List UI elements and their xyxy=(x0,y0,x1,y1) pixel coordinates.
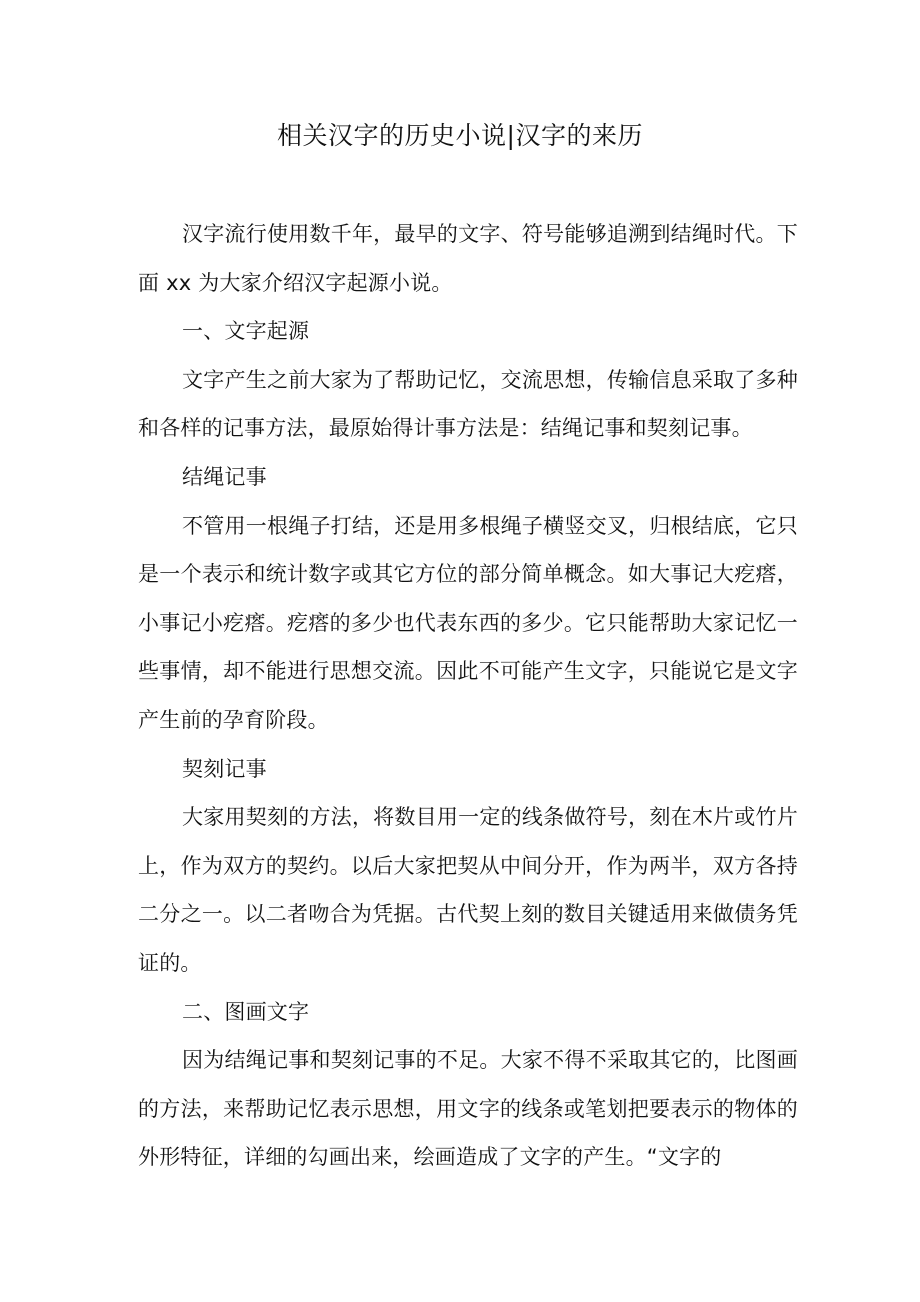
subheading-knot-records: 结绳记事 xyxy=(182,464,267,489)
subheading-carved-records: 契刻记事 xyxy=(182,756,267,781)
section-heading-pictographs: 二、图画文字 xyxy=(182,999,310,1024)
section-heading-writing-origin: 一、文字起源 xyxy=(182,319,310,344)
writing-origin-paragraph: 文字产生之前大家为了帮助记忆，交流思想，传输信息采取了多种和各样的记事方法，最原始得计事方法是：结绳记事和契刻记事。 xyxy=(138,367,798,441)
carved-records-paragraph: 大家用契刻的方法，将数目用一定的线条做符号，刻在木片或竹片上，作为双方的契约。以后大家把契从中间分开，作为两半，双方各持二分之一。以二者吻合为凭据。古代契上刻的数目关键适用来做债务凭证的。 xyxy=(138,805,798,975)
knot-records-paragraph: 不管用一根绳子打结，还是用多根绳子横竖交叉，归根结底，它只是一个表示和统计数字或其它方位的部分简单概念。如大事记大疙瘩，小事记小疙瘩。疙瘩的多少也代表东西的多少。它只能帮助大家记忆一些事情，却不能进行思想交流。因此不可能产生文字，只能说它是文字产生前的孕育阶段。 xyxy=(138,513,798,732)
intro-paragraph: 汉字流行使用数千年，最早的文字、符号能够追溯到结绳时代。下面 xx 为大家介绍汉字起源小说。 xyxy=(138,222,798,295)
document-body xyxy=(138,210,798,1182)
pictographs-paragraph: 因为结绳记事和契刻记事的不足。大家不得不采取其它的，比图画的方法，来帮助记忆表示思想，用文字的线条或笔划把要表示的物体的外形特征，详细的勾画出来，绘画造成了文字的产生。“文字的 xyxy=(138,1048,798,1170)
document-title: 相关汉字的历史小说|汉字的来历 xyxy=(277,121,643,150)
